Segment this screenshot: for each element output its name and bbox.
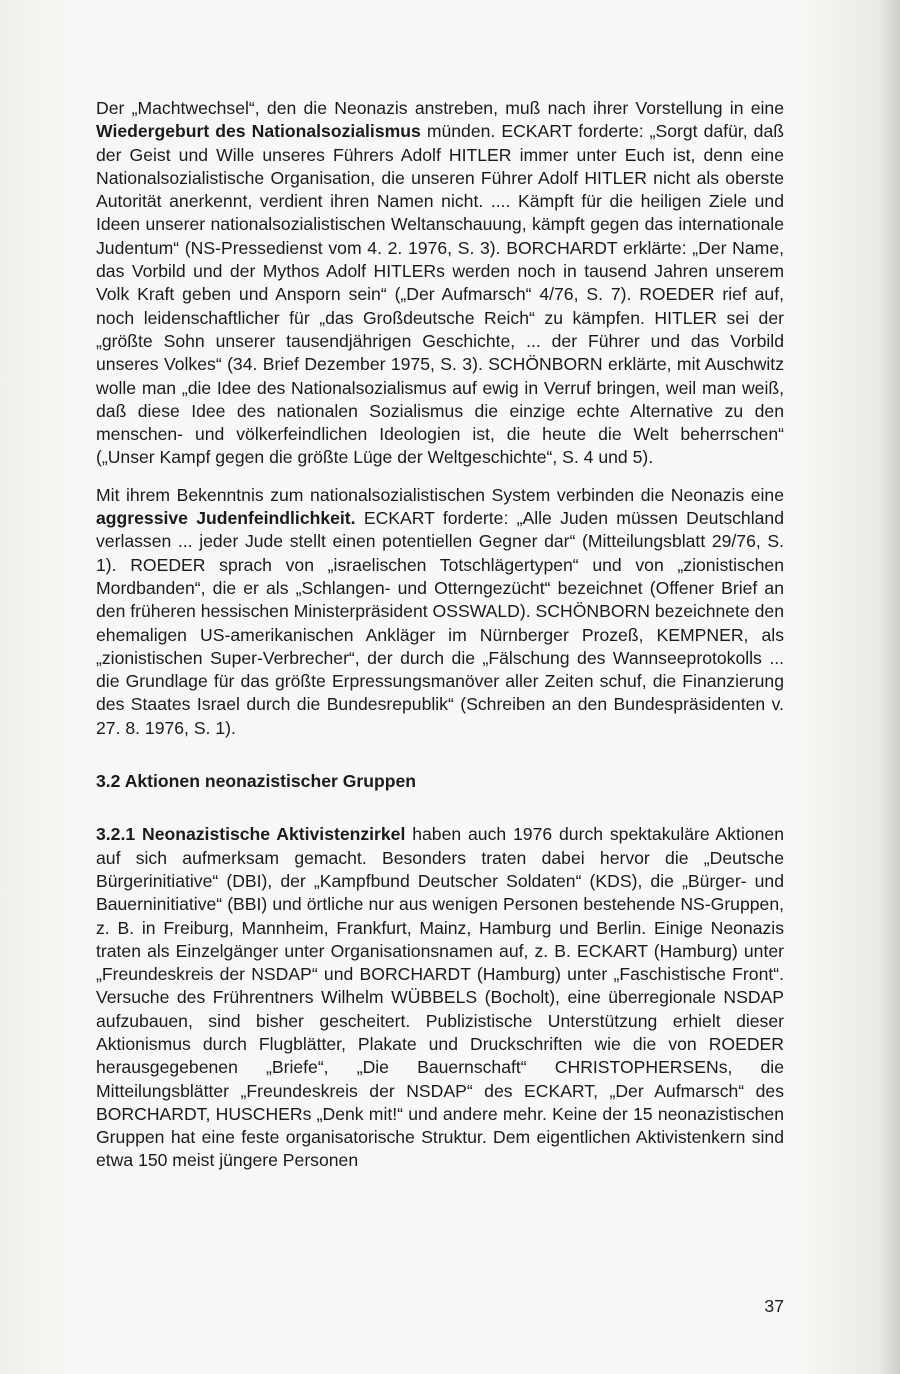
page-number: 37 xyxy=(764,1296,784,1316)
subsection-heading: 3.2.1 Neonazistische Aktivistenzirkel xyxy=(96,824,406,845)
bold-phrase: Wiedergeburt des Nationalsozialismus xyxy=(96,121,421,142)
paragraph-text: münden. ECKART forderte: „Sorgt dafür, daß der Geist und Wille unseres Führers Adolf HITLER immer unter Euch ist, denn eine Nationalsozialistische Organisation, die unseren Führer Adolf HITLER nicht als oberste Autorität anerkennt, verdient ihren Namen nicht. .... Kämpft für die heiligen Ziele und Ideen unserer nationalsozialistischen Weltanschauung, kämpft gegen das internationale Judentum“ (NS-Pressedienst vom 4. 2. 1976, S. 3). BORCHARDT erklärte: „Der Name, das Vorbild und der Mythos Adolf HITLERs werden noch in tausend Jahren unserem Volk Kraft geben und Ansporn sein“ („Der Aufmarsch“ 4/76, S. 7). ROEDER rief auf, noch leidenschaftlicher für „das Großdeutsche Reich“ zu kämpfen. HITLER sei der „größte Sohn unserer tausendjährigen Geschichte, ... der Führer und das Vorbild unseres Volkes“ (34. Brief Dezember 1975, S. 3). SCHÖNBORN erklärte, mit Auschwitz wolle man „die Idee des Nationalsozialismus auf ewig in Verruf bringen, weil man weiß, daß diese Idee des nationalen Sozialismus die einzige echte Alternative zu den menschen- und völkerfeindlichen Ideologien ist, die heute die Welt beherrschen“ („Unser Kampf gegen die größte Lüge der Weltgeschichte“, S. 4 und 5). xyxy=(96,121,784,468)
body-text xyxy=(96,97,784,1173)
paragraph-text: Mit ihrem Bekenntnis zum nationalsozialistischen System verbinden die Neonazis eine xyxy=(96,484,784,505)
paragraph-machtwechsel xyxy=(96,97,784,470)
bold-phrase: aggressive Judenfeindlichkeit. xyxy=(96,508,356,529)
paragraph-text: Der „Machtwechsel“, den die Neonazis anstreben, muß nach ihrer Vorstellung in eine xyxy=(96,98,784,118)
paragraph-judenfeindlichkeit xyxy=(96,484,784,740)
paragraph-text: ECKART forderte: „Alle Juden müssen Deutschland verlassen ... jeder Jude stellt einen potentiellen Gegner dar“ (Mitteilungsblatt 29/76, S. 1). ROEDER sprach von „israelischen Totschlägertypen“ und von „zionistischen Mordbanden“, die er als „Schlangen- und Otterngezücht“ bezeichnet (Offener Brief an den früheren hessischen Ministerpräsident OSSWALD). SCHÖNBORN bezeichnete den ehemaligen US-amerikanischen Ankläger im Nürnberger Prozeß, KEMPNER, als „zionistischen Super-Verbrecher“, der durch die „Fälschung des Wannseeprotokolls ... die Grundlage für das größte Erpressungsmanöver aller Zeiten schuf, die Finanzierung des Staates Israel durch die Bundesrepublik“ (Schreiben an den Bundespräsidenten v. 27. 8. 1976, S. 1). xyxy=(96,508,784,738)
section-heading: 3.2 Aktionen neonazistischer Gruppen xyxy=(96,771,417,792)
paragraph-aktivistenzirkel xyxy=(96,823,784,1172)
paragraph-text: haben auch 1976 durch spektakuläre Aktionen auf sich aufmerksam gemacht. Besonders traten dabei hervor die „Deutsche Bürgerinitiative“ (DBI), der „Kampfbund Deutscher Soldaten“ (KDS), die „Bürger- und Bauerninitiative“ (BBI) und örtliche nur aus wenigen Personen bestehende NS-Gruppen, z. B. in Freiburg, Mannheim, Frankfurt, Mainz, Hamburg und Berlin. Einige Neonazis traten als Einzelgänger unter Organisationsnamen auf, z. B. ECKART (Hamburg) unter „Freundeskreis der NSDAP“ und BORCHARDT (Hamburg) unter „Faschistische Front“. Versuche des Frührentners Wilhelm WÜBBELS (Bocholt), eine überregionale NSDAP aufzubauen, sind bisher gescheitert. Publizistische Unterstützung erhielt dieser Aktionismus durch Flugblätter, Plakate und Druckschriften wie die von ROEDER herausgegebenen „Briefe“, „Die Bauernschaft“ CHRISTOPHERSENs, die Mitteilungsblätter „Freundeskreis der NSDAP“ des ECKART, „Der Aufmarsch“ des BORCHARDT, HUSCHERs „Denk mit!“ und andere mehr. Keine der 15 neonazistischen Gruppen hat eine feste organisatorische Struktur. Dem eigentlichen Aktivistenkern sind etwa 150 meist jüngere Personen xyxy=(96,824,784,1171)
page-edge-shadow xyxy=(878,0,900,1374)
